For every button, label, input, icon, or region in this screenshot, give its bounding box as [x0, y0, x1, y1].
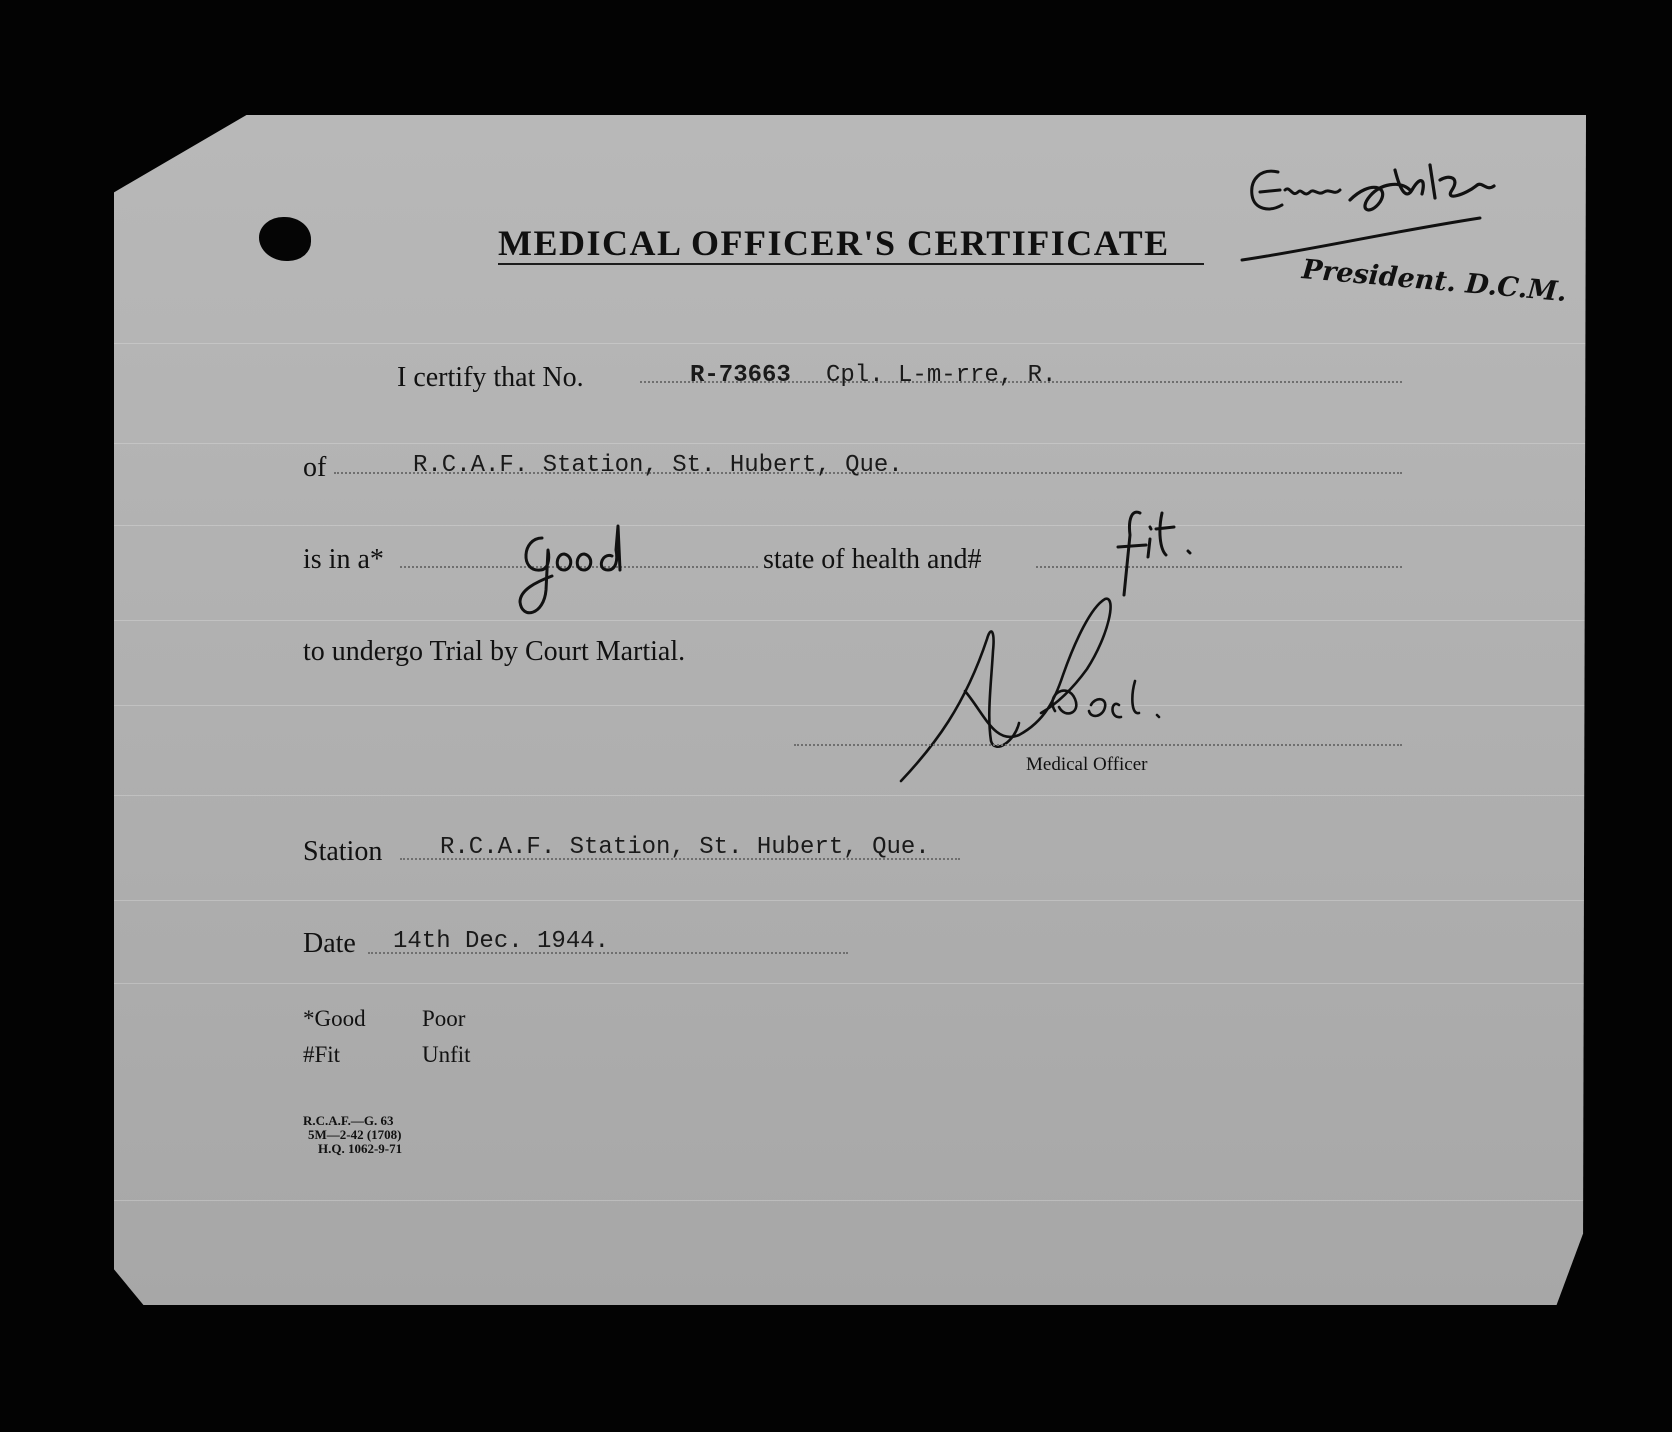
member-name: Cpl. L-m-rre, R.: [826, 362, 1057, 389]
station-label: Station: [303, 836, 383, 867]
legend-poor: Poor: [422, 1006, 466, 1031]
form-code-line2: 5M—2-42 (1708): [308, 1127, 402, 1142]
form-code-line1: R.C.A.F.—G. 63: [303, 1113, 394, 1128]
fitness-line: [1036, 566, 1402, 568]
date-value: 14th Dec. 1944.: [393, 928, 610, 955]
certify-label: I certify that No.: [397, 362, 584, 393]
trial-text: to undergo Trial by Court Martial.: [303, 636, 686, 667]
title-underline: [498, 263, 1204, 265]
legend-unfit: Unfit: [422, 1042, 471, 1067]
of-label: of: [303, 452, 327, 483]
station-value: R.C.A.F. Station, St. Hubert, Que.: [440, 834, 930, 861]
service-number: R-73663: [690, 362, 791, 389]
page-title: MEDICAL OFFICER'S CERTIFICATE: [498, 223, 1170, 263]
signature-line: [794, 744, 1402, 746]
health-label: is in a*: [303, 544, 384, 575]
health-handwriting: [512, 520, 672, 625]
medical-officer-label: Medical Officer: [1026, 754, 1148, 775]
legend-fit: #Fit: [303, 1042, 341, 1067]
state-of-health-label: state of health and#: [763, 544, 982, 575]
punch-hole: [259, 217, 311, 261]
unit-value: R.C.A.F. Station, St. Hubert, Que.: [413, 452, 903, 479]
legend-good: *Good: [303, 1006, 366, 1031]
date-label: Date: [303, 928, 356, 959]
form-code-line3: H.Q. 1062-9-71: [318, 1141, 403, 1156]
president-annotation: President. D.C.M.: [1300, 254, 1569, 309]
